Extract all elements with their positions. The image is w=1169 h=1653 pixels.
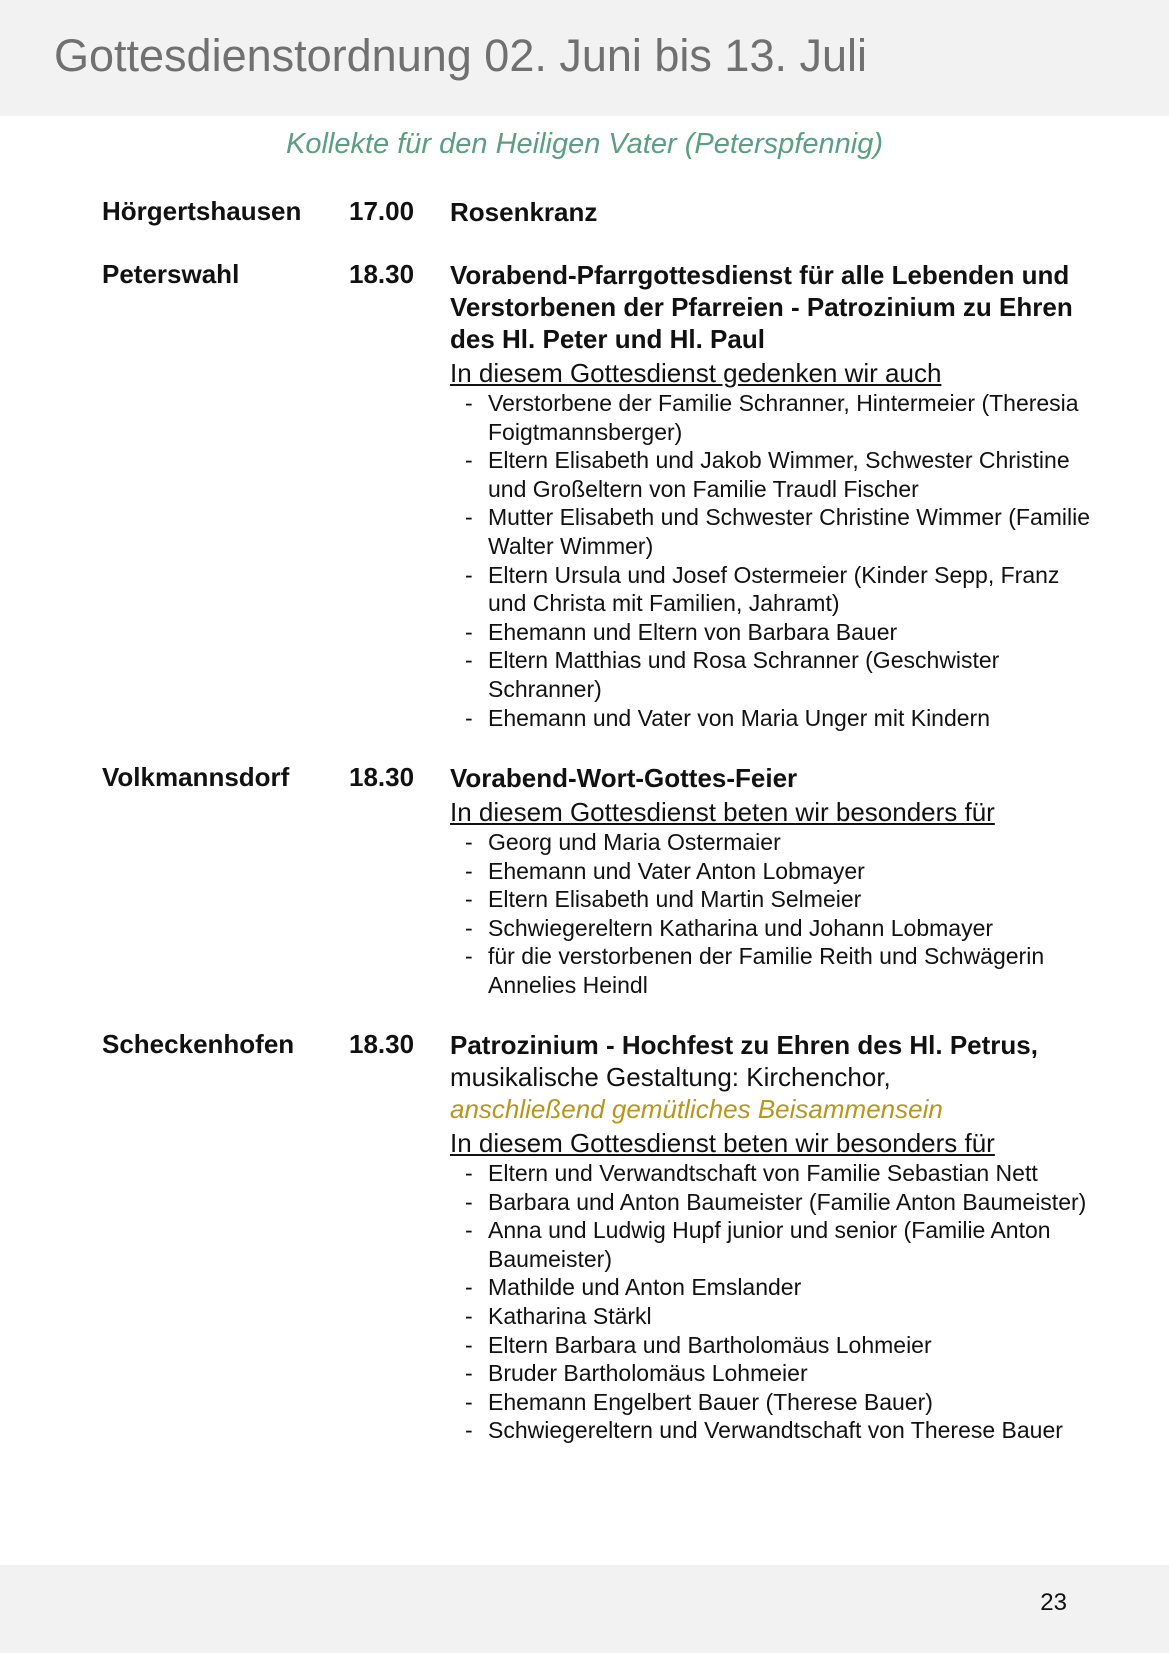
intentions-list — [450, 828, 1090, 1000]
list-item: - Mathilde und Anton Emslander — [450, 1273, 1090, 1302]
list-item: - Schwiegereltern und Verwandtschaft von Therese Bauer — [450, 1416, 1090, 1445]
list-item: - Verstorbene der Familie Schranner, Hintermeier (Theresia Foigtmannsberger) — [450, 389, 1090, 446]
service-location: Volkmannsdorf — [102, 762, 290, 792]
collection-note: Kollekte für den Heiligen Vater (Peterspfennig) — [286, 128, 883, 160]
service-time: 17.00 — [349, 196, 415, 226]
list-item: - Eltern Elisabeth und Jakob Wimmer, Schwester Christine und Großeltern von Familie Traudl Fischer — [450, 446, 1090, 503]
service-title-bold: Patrozinium - Hochfest zu Ehren des Hl. Petrus, — [450, 1030, 1038, 1060]
service-content — [450, 1029, 1090, 1445]
service-title: Vorabend-Wort-Gottes-Feier — [450, 763, 798, 793]
list-item: - Eltern und Verwandtschaft von Familie Sebastian Nett — [450, 1159, 1090, 1188]
service-time: 18.30 — [349, 1029, 415, 1059]
list-item: - Ehemann und Vater Anton Lobmayer — [450, 857, 1090, 886]
page-title: Gottesdienstordnung 02. Juni bis 13. Juli — [54, 30, 868, 81]
service-time: 18.30 — [349, 259, 415, 289]
list-item: - Katharina Stärkl — [450, 1302, 1090, 1331]
intentions-heading: In diesem Gottesdienst beten wir besonders für — [450, 797, 995, 827]
service-content — [450, 196, 1090, 228]
service-time: 18.30 — [349, 762, 415, 792]
list-item: - Barbara und Anton Baumeister (Familie Anton Baumeister) — [450, 1188, 1090, 1217]
list-item: - Eltern Matthias und Rosa Schranner (Geschwister Schranner) — [450, 646, 1090, 703]
list-item: - Mutter Elisabeth und Schwester Christine Wimmer (Familie Walter Wimmer) — [450, 503, 1090, 560]
list-item: - Schwiegereltern Katharina und Johann Lobmayer — [450, 914, 1090, 943]
service-content — [450, 259, 1090, 732]
list-item: - Bruder Bartholomäus Lohmeier — [450, 1359, 1090, 1388]
list-item: - Ehemann und Vater von Maria Unger mit Kindern — [450, 704, 1090, 733]
intentions-list — [450, 389, 1090, 732]
service-title: Rosenkranz — [450, 197, 598, 227]
service-content — [450, 762, 1090, 1000]
intentions-heading: In diesem Gottesdienst beten wir besonders für — [450, 1128, 995, 1158]
list-item: - Ehemann Engelbert Bauer (Therese Bauer) — [450, 1388, 1090, 1417]
list-item: - Eltern Ursula und Josef Ostermeier (Kinder Sepp, Franz und Christa mit Familien, Jahramt) — [450, 561, 1090, 618]
list-item: - Eltern Elisabeth und Martin Selmeier — [450, 885, 1090, 914]
service-location: Scheckenhofen — [102, 1029, 295, 1059]
service-title: Vorabend-Pfarrgottesdienst für alle Lebenden und Verstorbenen der Pfarreien - Patrozinium zu Ehren des Hl. Peter und Hl. Paul — [450, 260, 1073, 354]
list-item: - für die verstorbenen der Familie Reith und Schwägerin Annelies Heindl — [450, 942, 1090, 999]
list-item: - Georg und Maria Ostermaier — [450, 828, 1090, 857]
page-number: 23 — [1040, 1589, 1067, 1616]
service-title-music: musikalische Gestaltung: Kirchenchor, — [450, 1062, 891, 1092]
service-location: Peterswahl — [102, 259, 240, 289]
list-item: - Eltern Barbara und Bartholomäus Lohmeier — [450, 1331, 1090, 1360]
list-item: - Ehemann und Eltern von Barbara Bauer — [450, 618, 1090, 647]
intentions-heading: In diesem Gottesdienst gedenken wir auch — [450, 358, 942, 388]
list-item: - Anna und Ludwig Hupf junior und senior (Familie Anton Baumeister) — [450, 1216, 1090, 1273]
intentions-list — [450, 1159, 1090, 1445]
service-title — [450, 1029, 1090, 1125]
service-location: Hörgertshausen — [102, 196, 302, 226]
page-header — [0, 0, 1169, 116]
page-footer — [0, 1565, 1169, 1653]
service-title-gathering: anschließend gemütliches Beisammensein — [450, 1094, 943, 1124]
